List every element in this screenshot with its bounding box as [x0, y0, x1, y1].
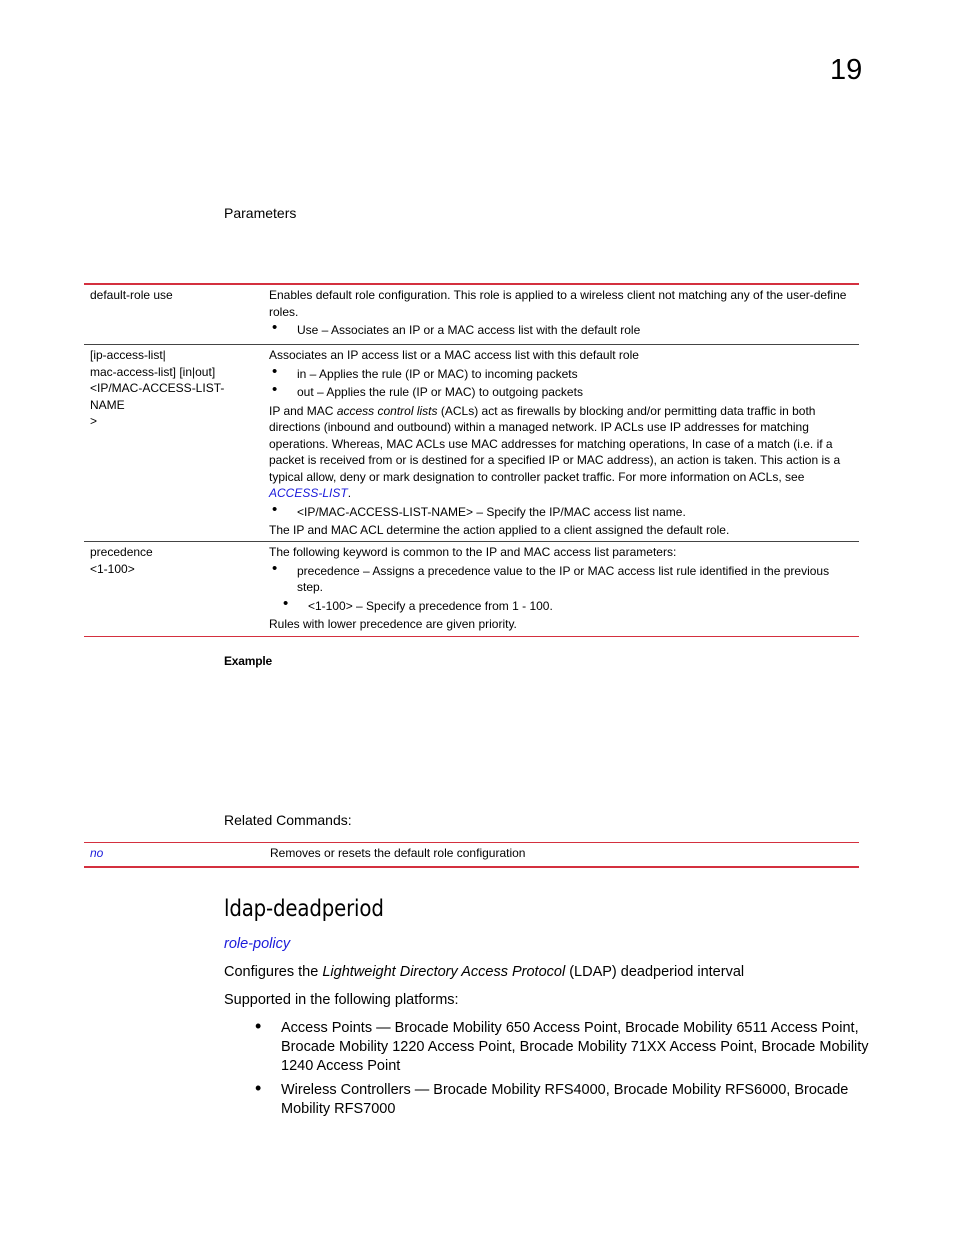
param-name-line: mac-access-list] [in|out] — [90, 364, 216, 379]
chapter-number: 19 — [830, 54, 863, 86]
table-bottom-rule — [84, 636, 859, 637]
param-name — [90, 347, 258, 430]
param-desc-text: The following keyword is common to the IP and MAC access list parameters: — [269, 545, 677, 559]
row-divider — [84, 344, 859, 345]
list-sub-item: • <1-100> – Specify a precedence from 1 - 100. — [269, 598, 854, 615]
param-description — [269, 287, 854, 339]
role-policy-link[interactable]: role-policy — [224, 936, 291, 952]
parameters-heading: Parameters — [224, 205, 297, 221]
list-item: • <IP/MAC-ACCESS-LIST-NAME> – Specify the IP/MAC access list name. — [269, 504, 854, 521]
paragraph-text: (ACLs) act as firewalls by blocking and/or permitting data traffic in both directions (inbound and outbound) within a managed network. IP ACLs use IP addresses for matching operations. Whereas, MAC ACLs use MAC addresses for matching operations, In case of a match (i.e. if a packet is received from or is destined for a specified IP or MAC address), an action is taken. This action is a typical allow, deny or mark designation to controller packet traffic. For more information on ACLs, see — [269, 403, 841, 484]
param-description — [269, 544, 854, 633]
row-divider — [84, 541, 859, 542]
acl-paragraph — [269, 403, 854, 502]
table-top-rule — [84, 283, 859, 285]
list-item: • precedence – Assigns a precedence value to the IP or MAC access list rule identified in the previous step. — [269, 563, 854, 596]
platform-list-item: • Access Points — Brocade Mobility 650 Access Point, Brocade Mobility 6511 Access Point, Brocade Mobility 1220 Access Point, Brocade Mobility 71XX Access Point, Brocade Mobility 1240 Access Point — [255, 1019, 891, 1076]
param-description — [269, 347, 854, 539]
param-name-line: [ip-access-list| — [90, 348, 166, 362]
related-description: Removes or resets the default role configuration — [270, 846, 526, 860]
param-closing-text: The IP and MAC ACL determine the action applied to a client assigned the default role. — [269, 523, 730, 537]
param-name-line: <IP/MAC-ACCESS-LIST-NAME — [90, 381, 225, 412]
intro-text: Configures the — [224, 964, 323, 980]
param-name-line: > — [90, 414, 98, 428]
intro-italic: Lightweight Directory Access Protocol — [322, 964, 566, 980]
intro-paragraph — [224, 963, 864, 982]
paragraph-text: IP and MAC — [269, 403, 337, 418]
access-list-link[interactable]: ACCESS-LIST — [269, 486, 348, 500]
param-name — [90, 544, 258, 577]
related-commands-heading: Related Commands: — [224, 812, 352, 828]
related-commands-table — [84, 842, 859, 870]
param-name-line: <1-100> — [90, 561, 135, 576]
table-top-rule — [84, 842, 859, 843]
section-title: ldap-deadperiod — [224, 896, 384, 922]
param-name-line: precedence — [90, 545, 153, 559]
param-name: default-role use — [90, 288, 173, 302]
intro-text: (LDAP) deadperiod interval — [565, 964, 745, 980]
param-desc-text: Associates an IP access list or a MAC access list with this default role — [269, 348, 639, 362]
paragraph-text: . — [347, 486, 352, 500]
list-item: • out – Applies the rule (IP or MAC) to outgoing packets — [269, 384, 854, 401]
example-heading: Example — [224, 654, 272, 668]
no-command-link[interactable]: no — [90, 846, 104, 860]
platform-list-item: • Wireless Controllers — Brocade Mobility RFS4000, Brocade Mobility RFS6000, Brocade Mobility RFS7000 — [255, 1081, 891, 1119]
parameters-table — [84, 283, 859, 639]
table-bottom-rule — [84, 866, 859, 868]
param-desc-text: Enables default role configuration. This role is applied to a wireless client not matching any of the user-define roles. — [269, 288, 847, 319]
list-item: • in – Applies the rule (IP or MAC) to incoming packets — [269, 366, 854, 383]
param-closing-text: Rules with lower precedence are given priority. — [269, 617, 517, 631]
supported-label: Supported in the following platforms: — [224, 992, 459, 1008]
list-item: • Use – Associates an IP or a MAC access list with the default role — [269, 322, 854, 339]
paragraph-italic: access control lists — [336, 403, 438, 418]
